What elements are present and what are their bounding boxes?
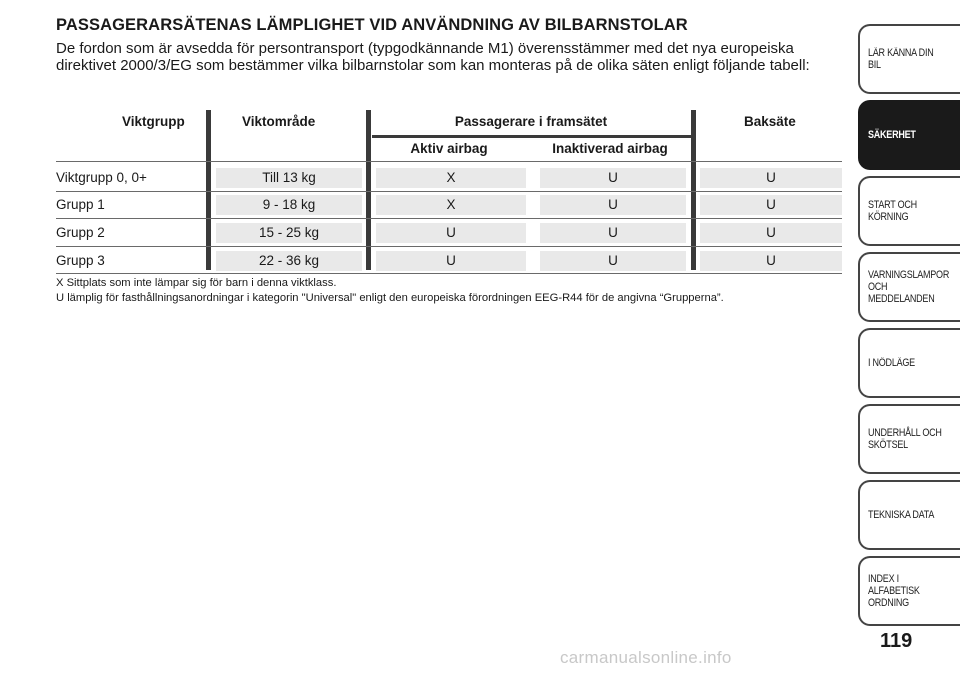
row-line xyxy=(56,218,842,219)
page-content xyxy=(56,14,842,74)
row-line xyxy=(56,246,842,247)
tab-label: UNDERHÅLL OCH SKÖTSEL xyxy=(868,427,942,451)
tab-label: TEKNISKA DATA xyxy=(868,509,935,521)
page-number: 119 xyxy=(880,630,913,652)
row-inactive-airbag: U xyxy=(540,223,686,243)
tab-label: I NÖDLÄGE xyxy=(868,357,915,369)
watermark: carmanualsonline.info xyxy=(560,648,732,667)
tab-start-och-korning[interactable] xyxy=(858,176,960,246)
table-notes xyxy=(56,276,856,306)
row-active-airbag: X xyxy=(376,168,526,188)
row-inactive-airbag: U xyxy=(540,251,686,271)
tab-underhall-och-skotsel[interactable] xyxy=(858,404,960,474)
row-inactive-airbag: U xyxy=(540,195,686,215)
row-group: Grupp 1 xyxy=(56,197,105,212)
header-rear-seat: Baksäte xyxy=(744,114,796,129)
tab-index[interactable] xyxy=(858,556,960,626)
header-viktomrade: Viktområde xyxy=(242,114,316,129)
table-bottom-line xyxy=(56,273,842,274)
tab-i-nodlage[interactable] xyxy=(858,328,960,398)
tab-label: SÄKERHET xyxy=(868,129,916,141)
row-group: Viktgrupp 0, 0+ xyxy=(56,170,147,185)
row-range: 15 - 25 kg xyxy=(216,223,362,243)
row-rear: U xyxy=(700,223,842,243)
tab-label: VARNINGSLAMPOR OCH MEDDELANDEN xyxy=(868,269,950,305)
row-active-airbag: U xyxy=(376,223,526,243)
tab-label: LÄR KÄNNA DIN BIL xyxy=(868,47,934,71)
header-viktgrupp: Viktgrupp xyxy=(122,114,185,129)
row-rear: U xyxy=(700,168,842,188)
tab-lar-kanna-din-bil[interactable] xyxy=(858,24,960,94)
row-group: Grupp 3 xyxy=(56,253,105,268)
header-active-airbag: Aktiv airbag xyxy=(410,141,488,156)
tab-label: START OCH KÖRNING xyxy=(868,199,917,223)
row-rear: U xyxy=(700,195,842,215)
row-range: 22 - 36 kg xyxy=(216,251,362,271)
row-range: Till 13 kg xyxy=(216,168,362,188)
row-inactive-airbag: U xyxy=(540,168,686,188)
tab-tekniska-data[interactable] xyxy=(858,480,960,550)
intro-paragraph: De fordon som är avsedda för persontransport (typgodkännande M1) överensstämmer med det nya europeiska direktivet 2000/3/EG som bestämmer vilka bilbarnstolar som kan monteras på de olika säten enligt följande tabell: xyxy=(56,40,810,74)
row-active-airbag: U xyxy=(376,251,526,271)
header-front-passenger: Passagerare i framsätet xyxy=(454,114,608,129)
section-title: PASSAGERARSÄTENAS LÄMPLIGHET VID ANVÄNDNING AV BILBARNSTOLAR xyxy=(56,16,688,34)
row-active-airbag: X xyxy=(376,195,526,215)
tab-label: INDEX I ALFABETISK ORDNING xyxy=(868,573,920,609)
header-bottom-line xyxy=(56,161,842,162)
note-x: X Sittplats som inte lämpar sig för barn i denna viktklass. xyxy=(56,277,337,289)
tab-sakerhet[interactable] xyxy=(858,100,960,170)
tab-varningslampor[interactable] xyxy=(858,252,960,322)
row-range: 9 - 18 kg xyxy=(216,195,362,215)
header-divider xyxy=(372,135,694,138)
row-group: Grupp 2 xyxy=(56,225,105,240)
row-line xyxy=(56,191,842,192)
row-rear: U xyxy=(700,251,842,271)
header-inactive-airbag: Inaktiverad airbag xyxy=(552,141,668,156)
note-u: U lämplig för fasthållningsanordningar i kategorin "Universal" enligt den europeiska förordningen EEG-R44 för de angivna “Grupperna”. xyxy=(56,292,724,304)
